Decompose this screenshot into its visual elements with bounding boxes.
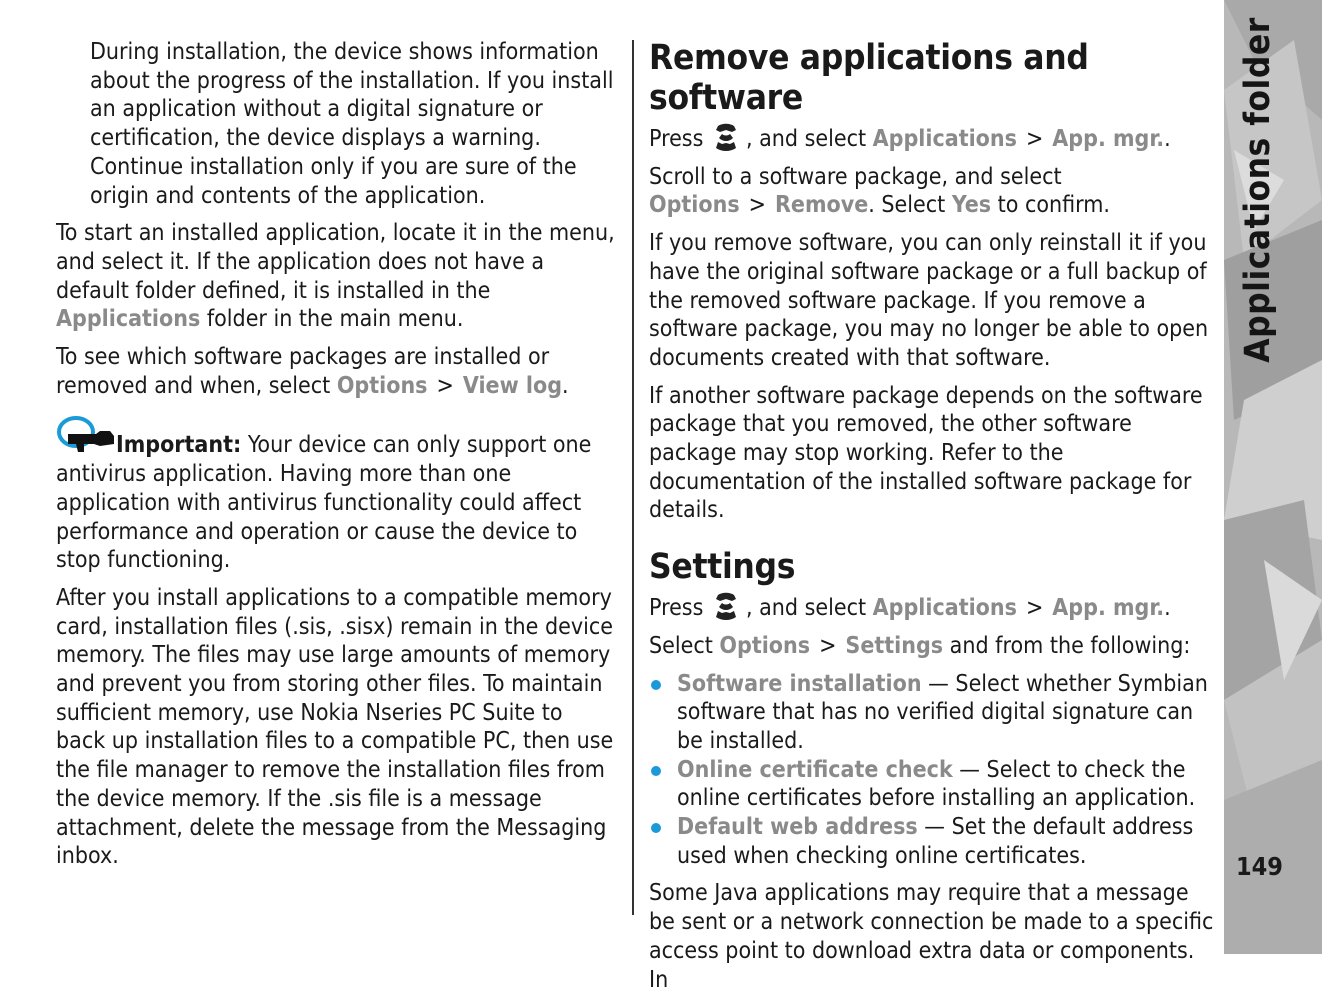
- important-note: Important: Your device can only support one antivirus application. Having more than one application with antivirus functionality could affect performance and operation or cause the device to stop functioning.: [56, 414, 618, 575]
- chapter-title: Applications folder: [1238, 17, 1278, 363]
- remove-applications-heading: Remove applications and software: [649, 38, 1089, 118]
- list-item: Software installation — Select whether Symbian software that has no verified digital signature can be installed.: [649, 670, 1215, 756]
- view-log-paragraph: To see which software packages are installed or removed and when, select Options > View log.: [56, 344, 569, 399]
- bullet-icon: [651, 680, 661, 690]
- options-link: Options: [336, 372, 428, 399]
- left-column: [56, 38, 618, 871]
- press-menu-paragraph-2: Press , and select Applications > App. mgr..: [649, 591, 1215, 623]
- memory-card-paragraph: After you install applications to a compatible memory card, installation files (.sis, .sisx) remain in the device memory. The files may use large amounts of memory and prevent you from storing other files. To maintain sufficient memory, use Nokia Nseries PC Suite to back up installation files to a compatible PC, then use the file manager to remove the installation files from the device memory. If the .sis file is a message attachment, delete the message from the Messaging inbox.: [56, 584, 614, 870]
- column-divider: [632, 40, 634, 915]
- dependency-paragraph: If another software package depends on the software package that you removed, the other software package may stop working. Refer to the documentation of the installed software package for details.: [649, 382, 1203, 524]
- press-menu-paragraph: Press , and select Applications > App. mgr..: [649, 122, 1215, 154]
- list-item: Online certificate check — Select to check the online certificates before installing an application.: [649, 756, 1215, 813]
- bullet-icon: [651, 823, 661, 833]
- settings-list: [649, 670, 1215, 871]
- right-column: [649, 38, 1215, 994]
- applications-link: Applications: [56, 306, 201, 333]
- view-log-link: View log: [462, 372, 563, 399]
- scroll-remove-paragraph: Scroll to a software package, and select Options > Remove. Select Yes to confirm.: [649, 163, 1110, 219]
- select-settings-paragraph: Select Options > Settings and from the following:: [649, 632, 1191, 659]
- start-app-paragraph: To start an installed application, locate it in the menu, and select it. If the application does not have a default folder defined, it is installed in the Applications folder in the main menu.: [56, 220, 615, 333]
- reinstall-paragraph: If you remove software, you can only reinstall it if you have the original software package or a full backup of the removed software package. If you remove a software package, you may no longer be able to open documents created with that software.: [649, 230, 1209, 371]
- installation-info-paragraph: During installation, the device shows information about the progress of the installation. If you install an application without a digital signature or certification, the device displays a warning. Continue installation only if you are sure of the origin and contents of the application.: [90, 39, 614, 209]
- java-paragraph: Some Java applications may require that a message be sent or a network connection be made to a specific access point to download extra data or components. In: [649, 880, 1214, 993]
- page-number: 149: [1236, 852, 1283, 881]
- bullet-icon: [651, 766, 661, 776]
- menu-key-icon: [712, 591, 740, 621]
- menu-key-icon: [712, 122, 740, 152]
- settings-heading: Settings: [649, 547, 796, 588]
- list-item: Default web address — Set the default address used when checking online certificates.: [649, 813, 1215, 870]
- important-hand-icon: [56, 414, 116, 458]
